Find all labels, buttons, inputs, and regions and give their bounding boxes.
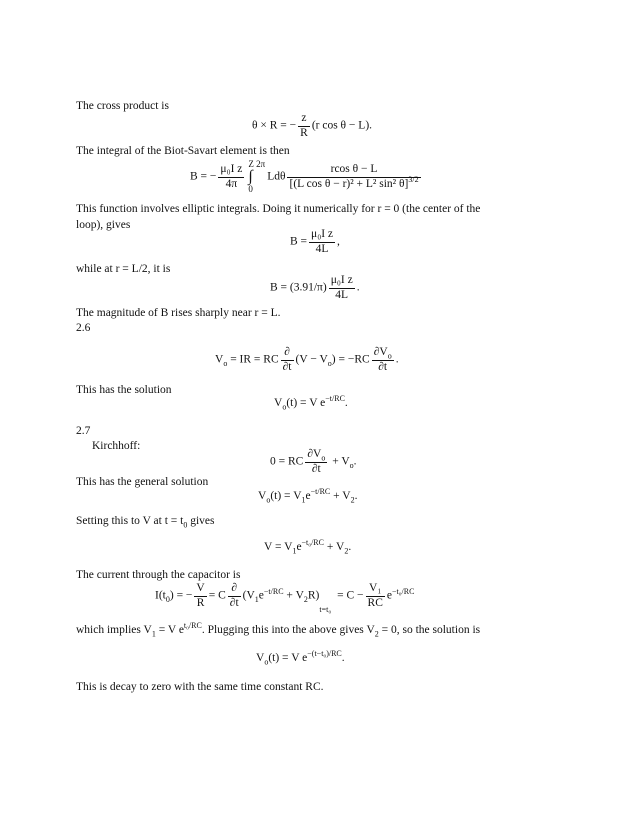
eq-kirch-den: ∂t bbox=[311, 462, 321, 475]
eq-current-e2: e bbox=[386, 589, 392, 602]
eq-current-paren-exp: −t/RC bbox=[263, 586, 284, 596]
eq-kirch-frac bbox=[305, 449, 327, 475]
eq-current-eval-sub: t=t₀ bbox=[319, 604, 332, 614]
eq-ohm-lhs: V bbox=[215, 353, 224, 366]
eq-biot-num1: μ₀I z bbox=[218, 164, 244, 178]
eq-sol26-exp: −t/RC bbox=[325, 394, 345, 404]
eq-kirch-mid: + V bbox=[329, 455, 350, 468]
eq-general-v2-sub: 2 bbox=[350, 495, 355, 505]
eq-cross-frac bbox=[298, 113, 310, 139]
eq-current-frac1 bbox=[194, 583, 206, 609]
text-implies-c: = 0, so the solution is bbox=[378, 624, 481, 636]
text-kirchhoff: Kirchhoff: bbox=[92, 440, 141, 452]
eq-setting-exp: −t₀/RC bbox=[301, 538, 324, 548]
eq-center-den: 4L bbox=[315, 242, 329, 255]
eq-ohm-lhs-sub: o bbox=[223, 358, 228, 368]
eq-half bbox=[270, 275, 360, 301]
eq-ohm-mid2: (V − V bbox=[295, 353, 328, 366]
eq-ohm-mid3: ) = −RC bbox=[331, 353, 370, 366]
eq-current-mid2: = C − bbox=[337, 589, 364, 602]
eq-center-frac bbox=[309, 229, 335, 255]
text-implies-v2-sub: 2 bbox=[374, 629, 379, 639]
eq-biot-int-upper: Z 2π bbox=[248, 159, 266, 169]
text-implies-exp: t₀/RC bbox=[183, 621, 202, 631]
eq-setting-end: . bbox=[348, 541, 352, 553]
text-while-at: while at r = L/2, it is bbox=[76, 263, 171, 275]
eq-current-paren: (V bbox=[242, 589, 255, 602]
text-implies-b: . Plugging this into the above gives V bbox=[201, 624, 375, 636]
eq-ohm-dden: ∂t bbox=[282, 360, 292, 373]
eq-general-e: e bbox=[305, 490, 311, 502]
eq-general-mid: (t) = V bbox=[270, 490, 302, 502]
eq-current-paren-sub2: 2 bbox=[303, 594, 308, 604]
eq-current-lhs-end: ) = − bbox=[169, 589, 193, 602]
eq-setting-v2-sub: 2 bbox=[344, 546, 349, 556]
eq-current-paren-sub: 1 bbox=[254, 594, 259, 604]
eq-final bbox=[256, 649, 345, 667]
eq-solution-26 bbox=[274, 394, 348, 412]
eq-half-lhs: B = (3.91/π) bbox=[270, 281, 327, 294]
eq-center bbox=[290, 229, 340, 255]
eq-current-paren-end: R) bbox=[307, 589, 320, 602]
eq-center-lhs: B = bbox=[290, 235, 308, 248]
text-implies-rhs: = V e bbox=[155, 624, 184, 636]
eq-half-num: μ₀I z bbox=[329, 275, 355, 289]
eq-current-den2: RC bbox=[367, 596, 383, 609]
text-cross-intro: The cross product is bbox=[76, 100, 169, 112]
text-current: The current through the capacitor is bbox=[76, 569, 241, 581]
eq-general-lhs-sub: o bbox=[266, 495, 271, 505]
eq-general-lhs: V bbox=[258, 490, 267, 502]
eq-kirch-num: $\partial V_o$ bbox=[307, 448, 326, 463]
eq-biot-integral: Z 2π ∫ 0 bbox=[248, 159, 266, 194]
text-solution-26: This has the solution bbox=[76, 384, 172, 396]
eq-ohm-dnum: ∂ bbox=[281, 347, 294, 361]
eq-biot-den2-text: [(L cos θ − r)² + L² sin² θ] bbox=[289, 177, 409, 190]
eq-cross-lhs: θ × R = − bbox=[252, 119, 297, 132]
text-general-solution: This has the general solution bbox=[76, 476, 209, 488]
text-implies-v1-sub: 1 bbox=[151, 629, 156, 639]
eq-general-v1-sub: 1 bbox=[301, 495, 306, 505]
text-implies bbox=[76, 621, 481, 639]
eq-current-mid1: = C bbox=[208, 589, 226, 602]
eq-sol26-lhs-sub: o bbox=[282, 402, 287, 412]
eq-current-paren-e: e bbox=[258, 589, 264, 602]
eq-half-frac bbox=[329, 275, 355, 301]
eq-current-dnum: ∂ bbox=[228, 583, 241, 597]
eq-current-num2: V₁ bbox=[366, 583, 385, 597]
eq-final-mid: (t) = V e bbox=[268, 652, 308, 664]
eq-setting-e: e bbox=[296, 541, 302, 553]
section-2-6: 2.6 bbox=[76, 322, 91, 334]
eq-current-frac2 bbox=[366, 583, 385, 609]
eq-ohm-dfrac bbox=[281, 347, 294, 373]
eq-sol26-mid: (t) = V e bbox=[286, 397, 326, 409]
eq-general-end: . bbox=[354, 490, 358, 502]
eq-biot-lhs: B = − bbox=[190, 170, 217, 183]
text-elliptic-cont: loop), gives bbox=[76, 219, 131, 231]
eq-current-num1: V bbox=[194, 583, 206, 597]
eq-current-dden: ∂t bbox=[229, 596, 239, 609]
eq-current-lhs: I(t bbox=[155, 589, 166, 602]
eq-final-end: . bbox=[341, 652, 345, 664]
eq-current-den1: R bbox=[196, 596, 205, 609]
eq-cross-den: R bbox=[300, 126, 308, 139]
text-decay: This is decay to zero with the same time constant RC. bbox=[76, 681, 324, 693]
eq-biot-savart bbox=[190, 160, 423, 194]
eq-biot-den2 bbox=[287, 174, 420, 191]
eq-current-paren-plus: + V bbox=[283, 589, 304, 602]
eq-cross-rhs: (r cos θ − L). bbox=[311, 119, 373, 132]
text-implies-a: which implies V bbox=[76, 624, 152, 636]
eq-setting-plus: + V bbox=[323, 541, 345, 553]
eq-ohm-dvnum: $\partial V_o$ bbox=[373, 346, 392, 361]
eq-ohm bbox=[215, 347, 399, 373]
eq-biot-num2: rcos θ − L bbox=[287, 164, 420, 178]
eq-ohm-mid2-sub: o bbox=[327, 358, 332, 368]
eq-kirch-end: . bbox=[353, 455, 357, 468]
section-2-7: 2.7 bbox=[76, 425, 91, 437]
eq-ohm-mid1: = IR = RC bbox=[227, 353, 279, 366]
eq-kirch-lhs: 0 = RC bbox=[270, 455, 304, 468]
eq-kirch-mid-sub: o bbox=[349, 460, 354, 470]
eq-general bbox=[258, 487, 358, 505]
eq-general-plus: + V bbox=[330, 490, 351, 502]
eq-setting-v1-sub: 1 bbox=[292, 546, 297, 556]
eq-center-num: μ₀I z bbox=[309, 229, 335, 243]
eq-final-exp: −(t−t₀)/RC bbox=[307, 649, 342, 659]
eq-biot-frac1 bbox=[218, 164, 244, 190]
eq-current-dfrac bbox=[228, 583, 241, 609]
eq-biot-ldtheta: Ldθ bbox=[267, 170, 286, 183]
text-setting-a: Setting this to V at t = t bbox=[76, 515, 184, 527]
eq-general-exp: −t/RC bbox=[310, 487, 331, 497]
eq-cross-product bbox=[252, 113, 372, 139]
eq-final-lhs: V bbox=[256, 652, 265, 664]
eq-cross-num: z bbox=[298, 113, 310, 127]
eq-ohm-end: . bbox=[395, 353, 399, 366]
text-elliptic: This function involves elliptic integrals. Doing it numerically for r = 0 (the center of the bbox=[76, 203, 481, 215]
eq-biot-den2-exp: 3/2 bbox=[408, 174, 419, 184]
eq-center-end: , bbox=[337, 235, 340, 248]
eq-biot-den1: 4π bbox=[225, 177, 238, 190]
eq-setting-lhs: V = V bbox=[264, 541, 293, 553]
eq-biot-frac2 bbox=[287, 164, 420, 190]
eq-current-lhs-sub: 0 bbox=[165, 594, 170, 604]
eq-biot-int-lower: 0 bbox=[248, 184, 253, 194]
eq-ohm-dvfrac bbox=[372, 347, 394, 373]
eq-current bbox=[155, 582, 415, 614]
eq-ohm-dvden: ∂t bbox=[378, 360, 388, 373]
text-integral-intro: The integral of the Biot-Savart element is then bbox=[76, 145, 290, 157]
text-setting-sub: 0 bbox=[183, 520, 188, 530]
eq-half-end: . bbox=[356, 281, 360, 294]
eq-sol26-lhs: V bbox=[274, 397, 283, 409]
text-setting-end: gives bbox=[187, 515, 215, 527]
eq-kirchhoff bbox=[270, 449, 357, 475]
text-setting bbox=[76, 516, 215, 528]
text-magnitude: The magnitude of B rises sharply near r = L. bbox=[76, 307, 281, 319]
eq-half-den: 4L bbox=[335, 288, 349, 301]
eq-current-exp2: −t₀/RC bbox=[392, 586, 415, 596]
eq-sol26-end: . bbox=[344, 397, 348, 409]
eq-setting bbox=[264, 538, 352, 556]
eq-final-lhs-sub: o bbox=[264, 657, 269, 667]
